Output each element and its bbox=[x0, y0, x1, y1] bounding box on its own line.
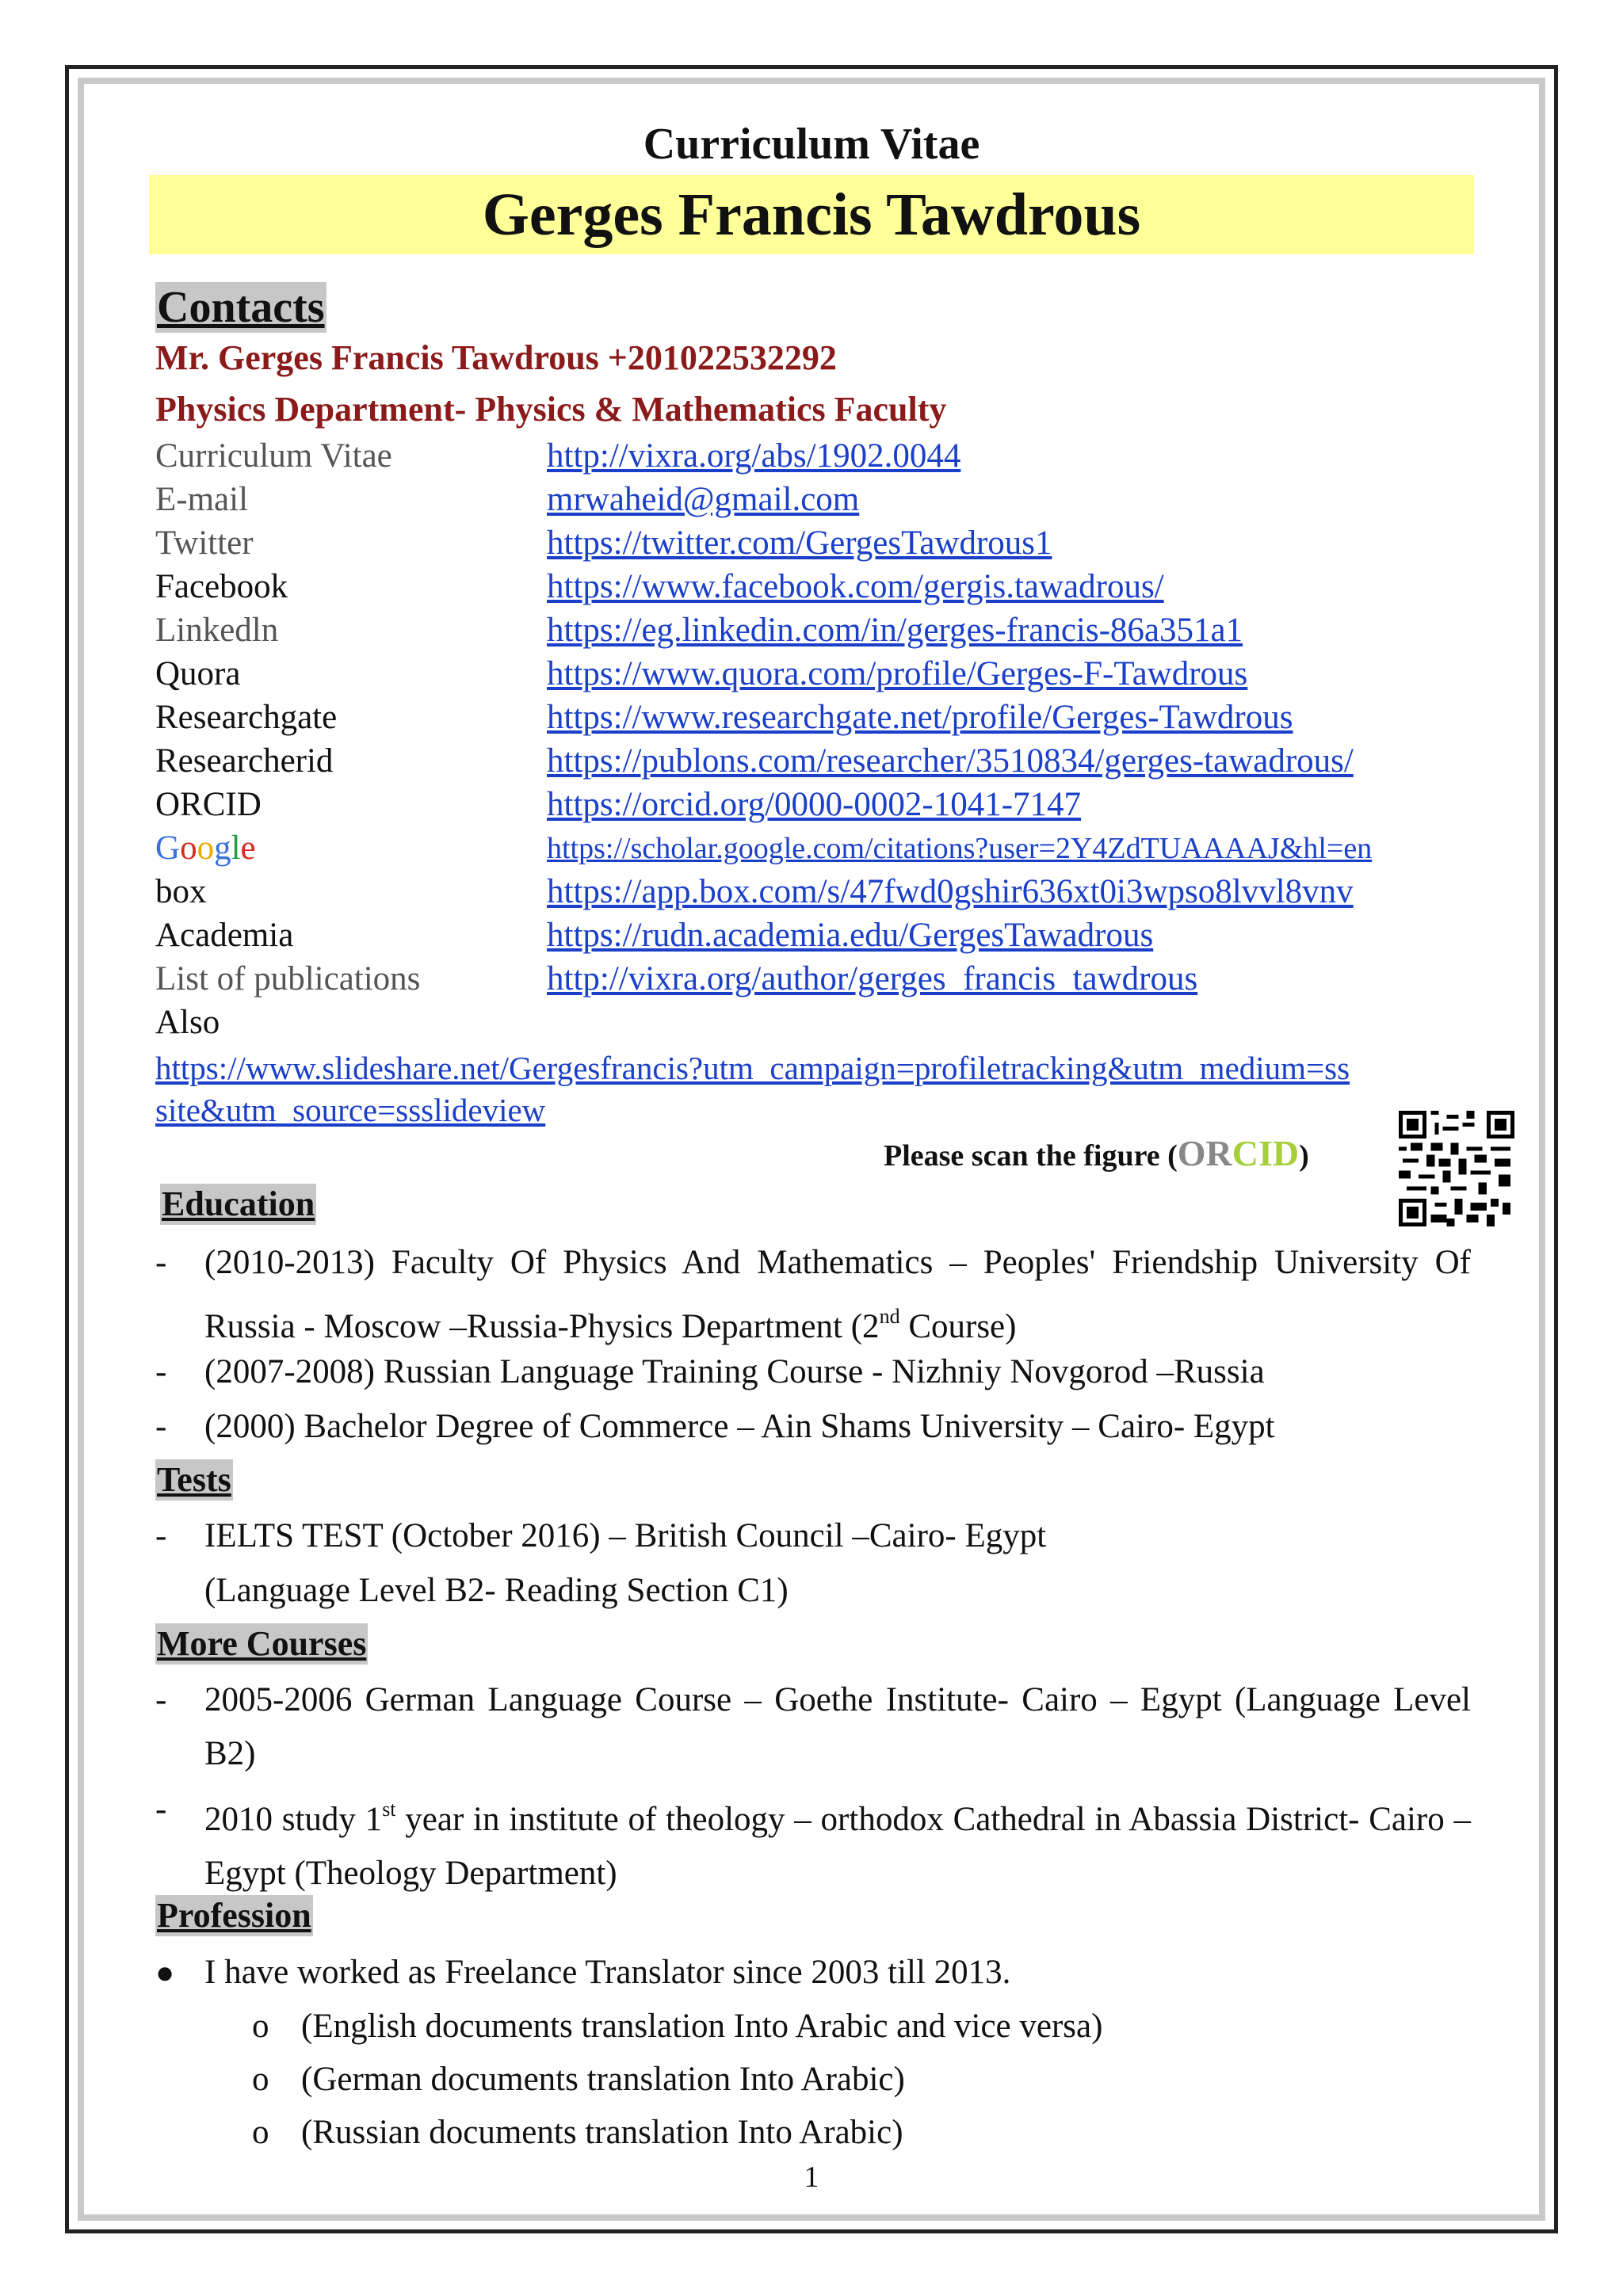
contact-label: box bbox=[155, 873, 207, 910]
contact-label: Academia bbox=[155, 917, 294, 954]
page-number: 1 bbox=[804, 2161, 819, 2194]
course-item: - 2010 study 1st year in institute of theology – orthodox Cathedral in Abassia District- Cairo – Egypt (Theology Department) bbox=[155, 1791, 1472, 1892]
education-item: - (2010-2013) Faculty Of Physics And Mathematics – Peoples' Friendship University Of Russia - Moscow –Russia-Physics Department (2nd Course) bbox=[155, 1244, 1471, 1345]
tests-item: - IELTS TEST (October 2016) – British Council –Cairo- Egypt bbox=[155, 1517, 1047, 1554]
twitter-link[interactable]: https://twitter.com/GergesTawdrous1 bbox=[547, 524, 1052, 562]
tests-item-detail: (Language Level B2- Reading Section C1) bbox=[204, 1572, 789, 1609]
publons-link[interactable]: https://publons.com/researcher/3510834/gerges-tawadrous/ bbox=[547, 742, 1354, 780]
publications-link[interactable]: http://vixra.org/author/gerges_francis_tawdrous bbox=[547, 960, 1198, 997]
education-item: - (2007-2008) Russian Language Training Course - Nizhniy Novgorod –Russia bbox=[155, 1353, 1265, 1390]
profession-subitem: o (English documents translation Into Arabic and vice versa) bbox=[252, 2008, 1103, 2045]
slideshare-link[interactable]: https://www.slideshare.net/Gergesfrancis?utm_campaign=profiletracking&utm_medium=ss bbox=[155, 1050, 1350, 1086]
contact-label: Facebook bbox=[155, 568, 288, 605]
profession-item: ● I have worked as Freelance Translator since 2003 till 2013. bbox=[155, 1954, 1011, 1991]
qr-code-icon[interactable] bbox=[1399, 1111, 1514, 1226]
orcid-link[interactable]: https://orcid.org/0000-0002-1041-7147 bbox=[547, 786, 1082, 823]
contact-label: List of publications bbox=[155, 960, 421, 997]
researchgate-link[interactable]: https://www.researchgate.net/profile/Gerges-Tawdrous bbox=[547, 699, 1293, 736]
contact-label: Linkedln bbox=[155, 612, 279, 649]
cv-link[interactable]: http://vixra.org/abs/1902.0044 bbox=[547, 437, 961, 475]
contact-department: Physics Department- Physics & Mathematics Faculty bbox=[155, 390, 947, 429]
email-link[interactable]: mrwaheid@gmail.com bbox=[547, 481, 860, 518]
google-label: Google bbox=[155, 830, 256, 867]
contact-label: Curriculum Vitae bbox=[155, 437, 392, 475]
quora-link[interactable]: https://www.quora.com/profile/Gerges-F-Tawdrous bbox=[547, 655, 1248, 692]
education-item: - (2000) Bachelor Degree of Commerce – Ain Shams University – Cairo- Egypt bbox=[155, 1408, 1275, 1445]
contact-label: Twitter bbox=[155, 524, 254, 562]
contact-label: E-mail bbox=[155, 481, 249, 518]
box-link[interactable]: https://app.box.com/s/47fwd0gshir636xt0i3wpso8lvvl8vnv bbox=[547, 873, 1354, 910]
more-courses-heading: More Courses bbox=[157, 1624, 367, 1663]
facebook-link[interactable]: https://www.facebook.com/gergis.tawadrous/ bbox=[547, 568, 1164, 605]
tests-heading: Tests bbox=[157, 1460, 231, 1499]
document-heading: Curriculum Vitae bbox=[643, 120, 980, 169]
scan-instruction: Please scan the figure (ORCID) bbox=[884, 1133, 1309, 1173]
contact-label: ORCID bbox=[155, 786, 262, 823]
linkedin-link[interactable]: https://eg.linkedin.com/in/gerges-francis-86a351a1 bbox=[547, 612, 1243, 649]
slideshare-link-continued[interactable]: site&utm_source=ssslideview bbox=[155, 1092, 546, 1128]
person-name: Gerges Francis Tawdrous bbox=[149, 175, 1474, 254]
orcid-logo-cid: CID bbox=[1232, 1133, 1300, 1173]
contact-label: Researcherid bbox=[155, 742, 334, 780]
profession-subitem: o (Russian documents translation Into Arabic) bbox=[252, 2114, 903, 2151]
academia-link[interactable]: https://rudn.academia.edu/GergesTawadrous bbox=[547, 917, 1154, 954]
orcid-logo-or: OR bbox=[1177, 1133, 1232, 1173]
contact-label: Quora bbox=[155, 655, 241, 692]
contacts-heading: Contacts bbox=[157, 283, 325, 332]
profession-subitem: o (German documents translation Into Arabic) bbox=[252, 2061, 905, 2098]
course-item: - 2005-2006 German Language Course – Goethe Institute- Cairo – Egypt (Language Level B2) bbox=[155, 1681, 1471, 1772]
education-heading: Education bbox=[162, 1184, 315, 1223]
google-scholar-link[interactable]: https://scholar.google.com/citations?user=2Y4ZdTUAAAAJ&hl=en bbox=[547, 832, 1373, 865]
contact-name-phone: Mr. Gerges Francis Tawdrous +201022532292 bbox=[155, 338, 837, 377]
profession-heading: Profession bbox=[157, 1896, 311, 1935]
contact-label: Researchgate bbox=[155, 699, 338, 736]
